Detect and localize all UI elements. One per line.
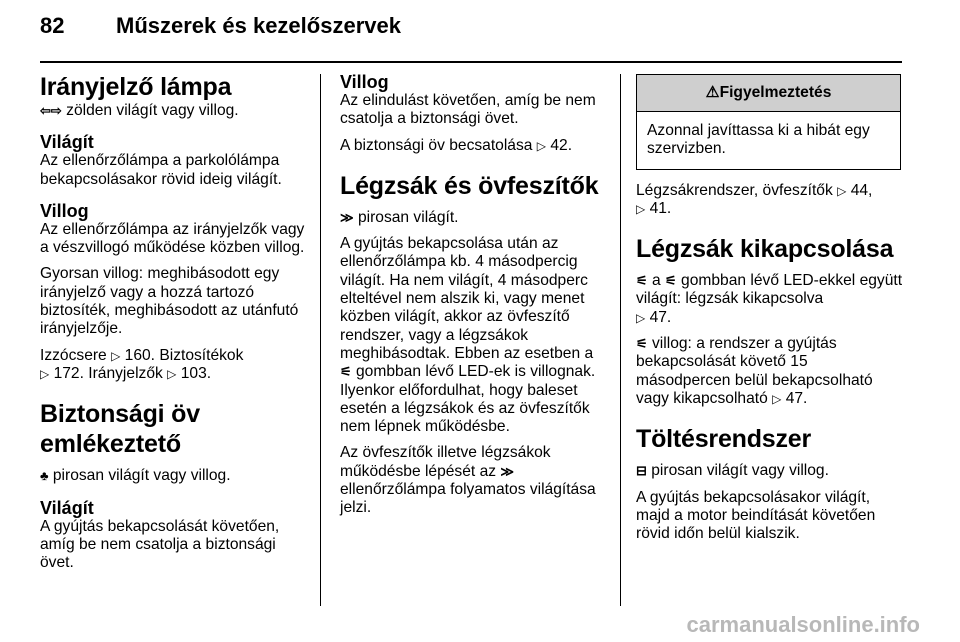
page-number: 82 — [40, 13, 65, 38]
heading-turn-signal: Irányjelző lámpa — [40, 73, 232, 101]
ref-arrow-icon: ▷ — [40, 366, 50, 381]
header-rule — [40, 61, 902, 63]
belt-intro: ♣ pirosan világít vagy villog. — [40, 467, 231, 485]
text-belt-ref: A biztonsági öv becsatolása ▷ 42. — [340, 136, 573, 154]
airbag-off-icon: ⚟ — [665, 273, 677, 289]
ref-arrow-icon: ▷ — [772, 391, 782, 406]
battery-icon: ⊟ — [636, 463, 647, 479]
warning-header — [637, 75, 900, 112]
airbag-off-icon: ⚟ — [636, 336, 648, 352]
warning-box — [636, 74, 901, 170]
heading-vilagit-2: Világít — [40, 497, 94, 518]
text-vilagit-2: A gyújtás bekapcsolását követően, amíg be nem csatolja a biztonsági övet. — [40, 517, 280, 572]
text-charge: A gyújtás bekapcsolásakor világít, majd a motor beindítását követően rövid időn belül kialszik. — [636, 488, 876, 543]
text-airbag-off-1: ⚟ a ⚟ gombban lévő LED-ekkel együtt világít: légzsák kikapcsolva ▷ 47. — [636, 272, 903, 326]
heading-villog-1: Villog — [40, 200, 89, 221]
section-title: Műszerek és kezelőszervek — [116, 13, 401, 38]
text-references-1: Izzócsere ▷ 160. Biztosítékok ▷ 172. Irányjelzők ▷ 103. — [40, 346, 244, 382]
warning-body: Azonnal javíttassa ki a hibát egy szervizben. — [647, 122, 870, 158]
text-airbag-2: Az övfeszítők illetve légzsákok működésbe lépését az ≫ ellenőrzőlámpa folyamatos világítása jelzi. — [340, 444, 596, 517]
heading-airbag-off: Légzsák kikapcsolása — [636, 235, 894, 264]
page-header — [40, 13, 920, 49]
heading-villog-2: Villog — [340, 72, 389, 92]
text-airbag-off-2: ⚟ villog: a rendszer a gyújtás bekapcsolását követő 15 másodpercen belül bekapcsolható vagy kikapcsolható ▷ 47. — [636, 335, 873, 407]
turn-intro: ⇦⇨ zölden világít vagy villog. — [40, 102, 239, 119]
column-1 — [40, 72, 308, 572]
warning-icon: ⚠ — [705, 84, 720, 101]
ref-arrow-icon: ▷ — [536, 138, 547, 153]
airbag-off-icon: ⚟ — [340, 364, 352, 380]
column-3 — [636, 74, 904, 543]
text-airbag-ref: Légzsákrendszer, övfeszítők ▷ 44, ▷ 41. — [636, 181, 873, 217]
text-gyorsan: Gyorsan villog: meghibásodott egy irányjelző vagy a hozzá tartozó biztosíték, meghibásodott az utánfutó irányjelzője. — [40, 265, 299, 338]
text-villog-1: Az ellenőrzőlámpa az irányjelzők vagy a vészvillogó működése közben villog. — [40, 220, 305, 257]
heading-vilagit-1: Világít — [40, 132, 94, 153]
column-2 — [340, 72, 608, 518]
airbag-off-icon: ⚟ — [636, 273, 648, 289]
heading-charging-system: Töltésrendszer — [636, 425, 812, 454]
heading-airbag: Légzsák és övfeszítők — [340, 171, 599, 200]
watermark: carmanualsonline.info — [686, 612, 920, 637]
text-villog-2: Az elindulást követően, amíg be nem csatolja a biztonsági övet. — [340, 92, 596, 128]
airbag-intro: ≫ pirosan világít. — [340, 208, 459, 226]
column-divider-1 — [320, 74, 321, 606]
text-airbag-1: A gyújtás bekapcsolása után az ellenőrzőlámpa kb. 4 másodpercig világít. Ha nem világít, 4 másodperc elteltével nem alszik ki, vagy menet közben világít, akkor az övfeszítő rendszer, vagy a légzsákok meghibásodtak. Ebben az esetben a ⚟ gombban lévő LED-ek is villognak. Ilyenkor előfordulhat, hogy baleset esetén a légzsákok és az övfeszítők nem lépnek működésbe. — [340, 235, 596, 436]
charge-intro: ⊟ pirosan világít vagy villog. — [636, 462, 829, 480]
seatbelt-icon: ♣ — [40, 468, 49, 484]
ref-arrow-icon: ▷ — [636, 201, 646, 216]
warning-title: Figyelmeztetés — [719, 84, 832, 101]
heading-seatbelt-reminder: Biztonsági öv emlékeztető — [40, 400, 200, 459]
ref-arrow-icon: ▷ — [167, 366, 177, 381]
turn-signal-icon: ⇦⇨ — [40, 103, 62, 118]
ref-arrow-icon: ▷ — [636, 310, 646, 325]
text-vilagit-1: Az ellenőrzőlámpa a parkolólámpa bekapcsolásakor rövid ideig világít. — [40, 152, 282, 188]
ref-arrow-icon: ▷ — [111, 348, 121, 363]
column-divider-2 — [620, 74, 621, 606]
ref-arrow-icon: ▷ — [837, 183, 847, 198]
airbag-icon: ≫ — [500, 463, 514, 479]
airbag-icon: ≫ — [340, 209, 354, 225]
